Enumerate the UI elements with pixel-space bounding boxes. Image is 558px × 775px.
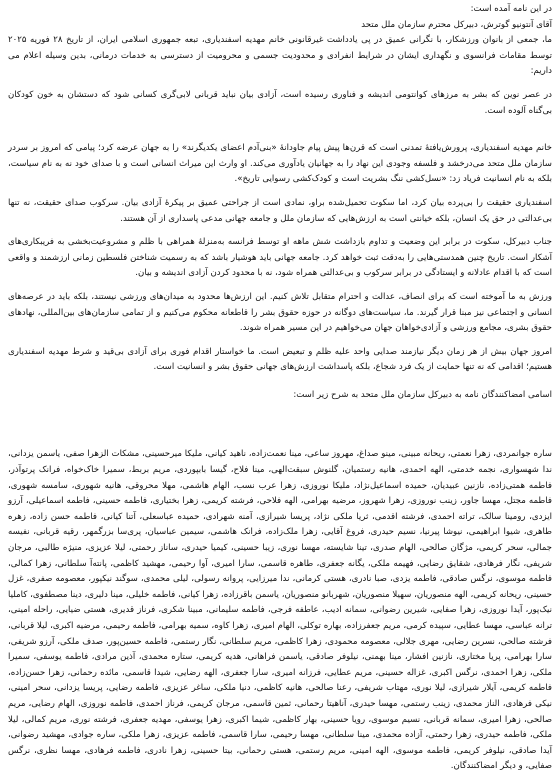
letter-opening: در این نامه آمده است: (470, 4, 552, 14)
letter-paragraph: جناب دبیرکل، سکوت در برابر این وضعیت و تداوم بازداشت شش ماهه او توسط فرانسه به‌منزلهٔ همراهی با ظلم و مشروعیت‌بخشی به فریبکاری‌های آشکار است. تاریخ چنین همدستی‌هایی را به‌دقت ثبت خواهد کرد. جامعه جهانی باید هوشیار باشد که به رسمیت شناختن فلسطین زمانی ارزشمند و واقعی است که با اقدام عادلانه و ایستادگی در برابر سرکوب و بی‌عدالتی همراه شود، نه با محدود کردن آزادی اندیشه و بیان. (8, 237, 552, 279)
signatories-list: ساره جوانمردی، زهرا نعمتی، ریحانه مبینی، مینو صداغ، مهروز ساعی، مینا نعمت‌زاده، ناهید کیانی، ملیکا میرحسینی، مشکات الزهرا صفی، یاسمن یزدانی، ندا شهسواری، نجمه خدمتی، الهه احمدی، هانیه رستمیان، گلنوش سبقت‌الهی، مینا فلاح، گیسا بابپوردی، مریم بربط، سمیرا خاک‌خواه، فرانک پرتوآذر، فاطمه همتی‌زاده، نازنین عبیدیان، حمیده اسماعیل‌نژاد، ملیکا نوروزی، زهرا عرب نسب، الهام هاشمی، مهلا محروقی، هانیه شهوری، سامسه شهوری، فاطمه مجتل، مهسا جاور، زینب نوروزی، زهرا شهروز، مرضیه بهرامی، الهه فلاحی، فرشته کریمی، زهرا بختیاری، فاطمه حسینی، فاطمه اسماعیلی، آرزو ایزدی، رومینا سالک، تراته احمدی، فرشته اقدمی، ثریا ملکی نژاد، پریسا شیرازی، آمنه شهرادی، حمیده عباسعلی، آتنا کیانی، فاطمه حسن زاده، زهره طاهری، شیوا ابراهیمی، نیوشا پیرنیا، نسیم حیدری، فروغ آقایی، زهرا ملک‌زاده، فرانک هاشمی، سیمین عباسیان، پری‌سا بزرگمهر، رقیه قربانی، نفیسه جمالی، سحر کریمی، مژگان صالحی، الهام صدری، تینا شایسته، مهسا نوری، زیبا حسینی، کیمیا حیدری، ساناز رحمتی، لیلا عزیزی، منیژه طالبی، مرجان شریفی، نگار فرهادی، شقایق رضایی، فهیمه ملکی، یگانه جعفری، طاهره قاسمی، سارا امیری، آوا رحیمی، مهشید کاظمی، پانته‌آ سلطانی، زهرا کمالی، فاطمه موسوی، نرگس صادقی، فاطمه یزدی، صبا نادری، هستی کرمانی، ندا میرزایی، پروانه رسولی، لیلی محمدی، سوگند نیکپور، معصومه صفری، غزل حسینی، ریحانه کریمی، الهه منصوریان، سهیلا منصوریان، شهربانو منصوریان، یاسمن باقرزاده، زهرا کیانی، فاطمه خلیلی، مینا دلیری، دینا مصطفوی، کاملیا نیک‌پور، آیدا نوروزی، زهرا صفایی، شیرین رضوانی، سمانه ادیب، عاطفه فرجی، فاطمه سلیمانی، مبینا شکری، فرناز قدیری، هستی ضیایی، راحله امینی، ترانه عباسی، مهسا عطایی، سپیده کرمی، مریم جعفرزاده، بهاره توکلی، الهام امیری، زهرا کاوه، سمیه بهرامی، فاطمه رحیمی، مرضیه اکبری، لیلا قربانی، فرشته صالحی، نسرین رضایی، مهری جلالی، معصومه محمودی، زهرا کاظمی، مریم سلطانی، نگار رستمی، فاطمه حسین‌پور، صدف ملکی، آرزو شریفی، سارا بهرامی، پریا مختاری، نازنین افشار، مینا بهمنی، نیلوفر صادقی، یاسمن فراهانی، هدیه کریمی، ستاره محمدی، آذین مرادی، فاطمه یوسفی، سمیرا ملکی، زهرا احمدی، نرگس اکبری، غزاله حسینی، مریم عطایی، فرزانه امیری، سارا جعفری، الهه رضایی، شیدا قاسمی، مائده رحمانی، زهرا حسن‌زاده، فاطمه کریمی، آیلار شیرازی، لیلا نوری، مهتاب شریفی، رعنا صالحی، هانیه کاظمی، دنیا ملکی، ساغر عزیزی، فاطمه رضایی، پریسا یزدانی، سحر امینی، نیکی فرهادی، الناز محمدی، زینب رستمی، مهسا حیدری، آناهیتا رحمانی، ثمین قاسمی، مرجان کریمی، فرناز احمدی، فاطمه نوروزی، الهام رضایی، مریم صالحی، زهرا امیری، سمانه قربانی، نسیم موسوی، رویا حسینی، بهار کاظمی، شیما اکبری، زهرا یوسفی، مهدیه جعفری، فرشته نوری، مریم کمالی، لیلا ملکی، فاطمه حیدری، زهرا رحمتی، آزاده محمدی، مینا سلطانی، مهسا رحیمی، سارا قاسمی، فاطمه عزیزی، زهرا ملکی، ساره جوادی، مهشید رضوانی، آیدا صادقی، نیلوفر کریمی، فاطمه موسوی، الهه امینی، مریم رستمی، هستی رحمانی، بیتا حسینی، زهرا نادری، فاطمه فرهادی، مهسا نظری، نرگس صفایی، و دیگر امضاکنندگان. (8, 449, 552, 772)
letter-paragraph: اسفندیاری حقیقت را بی‌پرده بیان کرد، اما سکوت تحمیل‌شده براو، نمادی است از جراحتی عمیق بر پیکرهٔ آزادی بیان. سرکوب صدای حقیقت، نه تنها بی‌عدالتی در حق یک انسان، بلکه خیانتی است به ارزش‌هایی که سازمان ملل و جامعه جهانی مدعی پاسداری از آن هستند. (8, 197, 552, 224)
letter-paragraph: ما، جمعی از بانوان ورزشکار، با نگرانی عمیق در پی یادداشت غیرقانونی خانم مهدیه اسفندیاری، تبعه جمهوری اسلامی ایران، از تاریخ ۲۸ فوریه ۲۰۲۵ توسط مقامات فرانسوی و نگهداری ایشان در شرایط انفرادی و محدودیت جسمی و محرومیت از دسترسی به خدمات درمانی، بدین وسیله اعلام می داریم: (8, 35, 552, 77)
letter-addressee: آقای آنتونیو گوترش، دبیرکل محترم سازمان ملل متحد (361, 19, 552, 30)
letter-paragraph: امروز جهان بیش از هر زمان دیگر نیازمند صدایی واحد علیه ظلم و تبعیض است. ما خواستار اقدام فوری برای آزادی بی‌قید و شرط مهدیه اسفندیاری هستیم؛ اقدامی که نه تنها حمایت از یک فرد شجاع، بلکه پاسداشت ارزش‌های جهانی حقوق بشر و انسانیت است. (8, 346, 552, 373)
letter-paragraph: ورزش به ما آموخته است که برای انصاف، عدالت و احترام متقابل تلاش کنیم. این ارزش‌ها محدود به میدان‌های ورزشی نیستند، بلکه باید در عرصه‌های انسانی و اجتماعی نیز مبنا قرار گیرند. ما، سیاست‌های دوگانه در حوزه حقوق بشر را قاطعانه محکوم می‌کنیم و از تمامی سازمان‌های بین‌المللی، نهادهای حقوق بشری، مجامع ورزشی و آزادی‌خواهان جهان می‌خواهیم در این مسیر همراه شوند. (8, 291, 552, 334)
signatories-intro: اسامی امضاکنندگان نامه به دبیرکل سازمان ملل متحد به شرح زیر است: (293, 389, 552, 400)
letter-paragraph: خانم مهدیه اسفندیاری، پرورش‌یافتهٔ تمدنی است که قرن‌ها پیش پیام جاودانهٔ «بنی‌آدم اعضای یکدیگرند» را به جهان عرضه کرد؛ پیامی که امروز بر سردر سازمان ملل متحد می‌درخشد و فلسفه وجودی این نهاد را به جهانیان یادآوری می‌کند. او وارث این میراث انسانی است و با صدای خود نه به نام سیاست، بلکه به نام انسانیت فریاد زد: «نسل‌کشی ننگ بشریت است و کودک‌کشی رسوایی تاریخ». (8, 143, 552, 185)
letter-paragraph: در عصر نوین که بشر به مرزهای کوانتومی اندیشه و فناوری رسیده است، آزادی بیان نباید قربانی لابی‌گری کسانی شود که دستشان به خون کودکان بی‌گناه آلوده است. (8, 89, 552, 116)
